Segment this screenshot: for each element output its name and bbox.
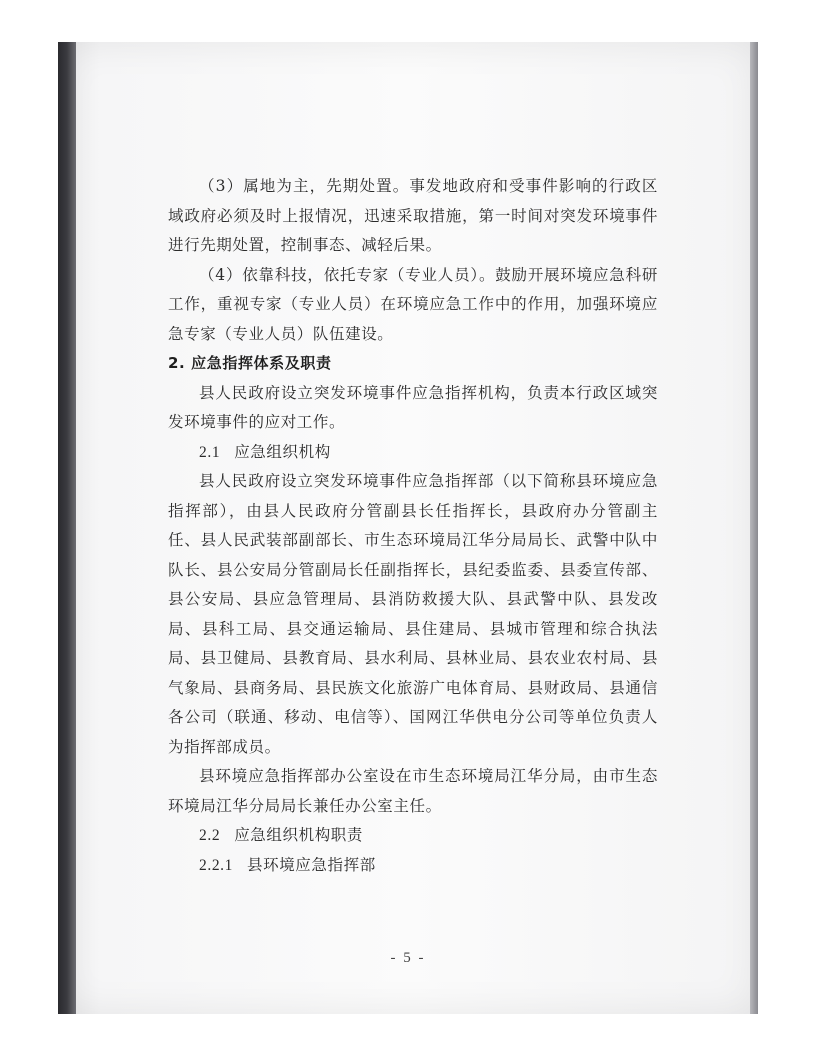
section-number-2-2: 2.2	[199, 827, 221, 844]
section-2-1-body: 县人民政府设立突发环境事件应急指挥部（以下简称县环境应急指挥部），由县人民政府分管副县长任指挥长，县政府办分管副主任、县人民武装部副部长、市生态环境局江华分局局长、武警中队中队长、县公安局分管副局长任副指挥长，县纪委监委、县委宣传部、县公安局、县应急管理局、县消防救援大队、县武警中队、县发改局、县科工局、县交通运输局、县住建局、县城市管理和综合执法局、县卫健局、县教育局、县水利局、县林业局、县农业农村局、县气象局、县商务局、县民族文化旅游广电体育局、县财政局、县通信各公司（联通、移动、电信等）、国网江华供电分公司等单位负责人为指挥部成员。	[168, 472, 658, 756]
scan-left-edge	[58, 42, 76, 1014]
section-number-2-1: 2.1	[199, 443, 221, 461]
document-body	[168, 172, 658, 880]
section-title-2-2: 应急组织机构职责	[234, 826, 363, 844]
page-number: - 5 -	[390, 950, 426, 966]
scanned-page	[58, 42, 758, 1014]
paragraph-principle-4: （4）依靠科技，依托专家（专业人员）。鼓励开展环境应急科研工作，重视专家（专业人员）在环境应急工作中的作用，加强环境应急专家（专业人员）队伍建设。	[168, 265, 658, 343]
section-2-1-office: 县环境应急指挥部办公室设在市生态环境局江华分局，由市生态环境局江华分局局长兼任办公室主任。	[168, 767, 658, 815]
section-title-2-2-1: 县环境应急指挥部	[247, 855, 376, 874]
section-number-2-2-1: 2.2.1	[199, 856, 233, 874]
section-heading-2: 2. 应急指挥体系及职责	[168, 354, 332, 372]
paragraph-principle-3: （3）属地为主，先期处置。事发地政府和受事件影响的行政区域政府必须及时上报情况，迅速采取措施，第一时间对突发环境事件进行先期处置，控制事态、减轻后果。	[168, 177, 658, 254]
section-2-body: 县人民政府设立突发环境事件应急指挥机构，负责本行政区域突发环境事件的应对工作。	[168, 383, 658, 431]
section-heading-2-2-1	[168, 851, 658, 881]
section-heading-2-1	[168, 438, 658, 468]
section-title-2-1: 应急组织机构	[234, 442, 331, 461]
scan-right-edge	[750, 42, 758, 1014]
section-heading-2-2	[168, 821, 658, 851]
